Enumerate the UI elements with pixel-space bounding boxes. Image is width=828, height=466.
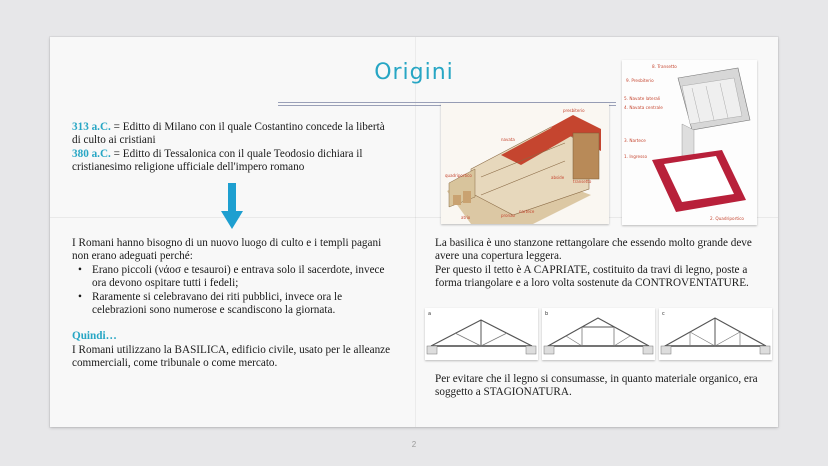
- roof-paragraph: Per questo il tetto è A CAPRIATE, costituito da travi di legno, poste a forma triangolare e a loro volta sostenute da CONTROVENTATURE.: [435, 263, 749, 290]
- svg-text:abside: abside: [551, 175, 565, 180]
- truss-diagram-c: [659, 308, 772, 360]
- date-313: 313 a.C.: [72, 121, 111, 133]
- svg-text:a: a: [428, 311, 432, 317]
- seasoning-paragraph: Per evitare che il legno si consumasse, in quanto materiale organico, era soggetto a STAGIONATURA.: [435, 373, 758, 399]
- svg-text:5. Navate laterali: 5. Navate laterali: [624, 96, 661, 101]
- page-number: 2: [411, 440, 417, 449]
- down-arrow-icon: [221, 183, 243, 229]
- paper-fold: [415, 37, 416, 427]
- svg-text:b: b: [545, 311, 549, 317]
- svg-text:atrio: atrio: [461, 215, 471, 220]
- svg-text:pronao: pronao: [501, 213, 515, 218]
- slide-title: Origini: [374, 60, 454, 85]
- reasons-intro: I Romani hanno bisogno di un nuovo luogo di culto e i templi pagani non erano adeguati perché:: [72, 237, 382, 263]
- reasons-list: [72, 264, 394, 318]
- conclusion-text: I Romani utilizzano la BASILICA, edificio civile, usato per le alleanze commerciali, come tribunale o come mercato.: [72, 343, 391, 370]
- svg-text:2. Quadriportico: 2. Quadriportico: [710, 216, 744, 221]
- truss-diagram-a: [425, 308, 538, 360]
- date-380: 380 a.C.: [72, 147, 111, 160]
- svg-text:4. Navata centrale: 4. Navata centrale: [624, 105, 663, 110]
- svg-text:navata: navata: [501, 137, 515, 142]
- svg-text:transetto: transetto: [573, 179, 592, 184]
- svg-text:quadriportico: quadriportico: [445, 173, 472, 178]
- svg-text:9. Presbiterio: 9. Presbiterio: [626, 78, 654, 83]
- svg-text:8. Transetto: 8. Transetto: [652, 64, 677, 69]
- basilica-cutaway-image: [441, 103, 609, 224]
- list-item: • Erano piccoli (νάοσ e tesauroi) e entrava solo il sacerdote, invece ora devono ospitare tutti i fedeli;: [92, 264, 394, 291]
- svg-text:c: c: [662, 311, 665, 317]
- svg-text:presbiterio: presbiterio: [563, 108, 585, 113]
- edicts-text: 313 a.C. = Editto di Milano con il quale Costantino concede la libertà di culto ai cristiani 380 a.C. = Editto di Tessalonica con il quale Teodosio dichiara il cristianesimo religione ufficiale dell'impero romano: [72, 121, 385, 174]
- reasons-text: [72, 237, 394, 371]
- svg-text:3. Nartece: 3. Nartece: [624, 138, 646, 143]
- truss-diagram-b: [542, 308, 655, 360]
- quindi-heading: Quindi…: [72, 330, 117, 343]
- list-item: • Raramente si celebravano dei riti pubblici, invece ora le celebrazioni sono numerose e scandiscono la giornata.: [92, 291, 394, 318]
- basilica-description: [435, 237, 765, 291]
- svg-text:1. Ingresso: 1. Ingresso: [624, 154, 648, 159]
- basilica-paragraph: La basilica è uno stanzone rettangolare che essendo molto grande deve avere una copertura leggera.: [435, 237, 752, 263]
- svg-text:nartece: nartece: [519, 209, 535, 214]
- basilica-plan-image: [622, 60, 757, 225]
